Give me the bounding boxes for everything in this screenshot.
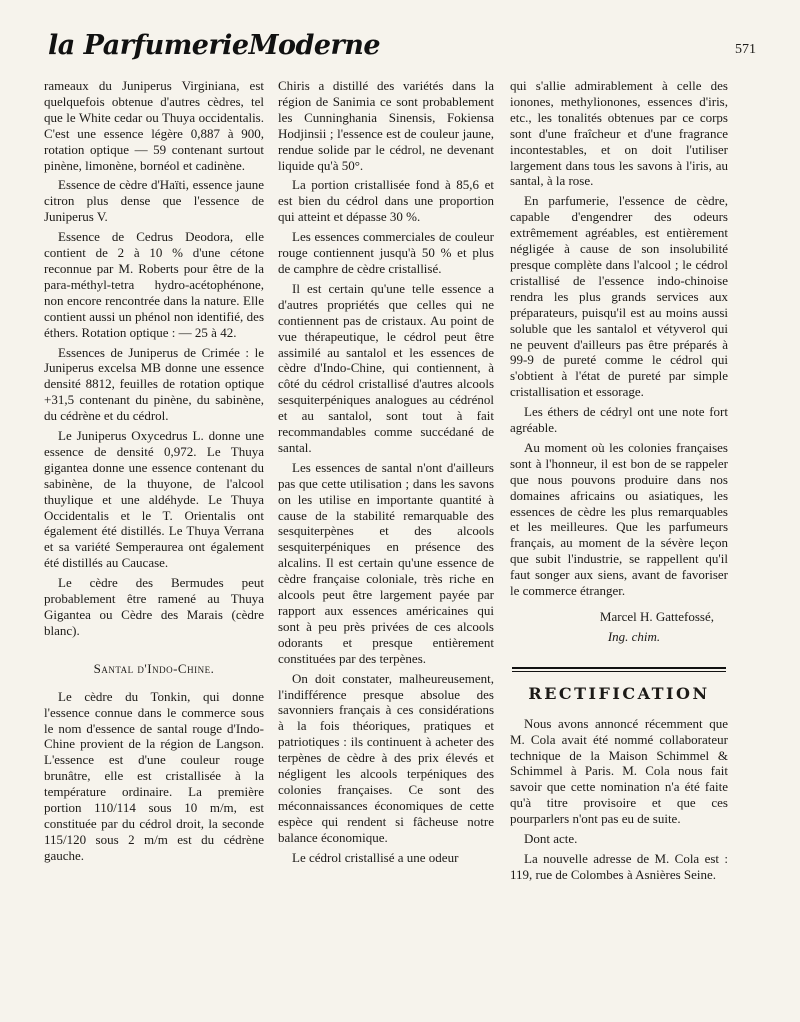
paragraph: Les essences de santal n'ont d'ailleurs pas que cette utilisation ; dans les savons on les utilise en importante quantité à cause de la stabilité remarquable des sesquiterpènes et des alcools sesquiterpéniques en présence des alcalins. Il est certain qu'une essence de cèdre française coloniale, très riche en alcools peut être largement payée par rapport aux essences américaines qui sont à peu près privées de ces alcools odorants et presque entièrement constituées par des terpènes.: [278, 459, 494, 666]
page-header: [44, 26, 756, 76]
paragraph: Le cédrol cristallisé a une odeur: [292, 849, 459, 865]
section-heading: Santal d'Indo-Chine.: [93, 660, 215, 676]
page-number: 571: [735, 42, 756, 57]
paragraph: En parfumerie, l'essence de cèdre, capable d'engendrer des odeurs extrêmement agréables, est entièrement négligée à cause de son insolubilité presque complète dans l'alcool ; le cédrol cristallisé de l'essence indo-chinoise rendra les plus grands services aux préparateurs, puisqu'il est au moins aussi soluble que les santalol et vétyverol qui ne peuvent d'ailleurs pas être préparés à 99-9 de pureté comme le cédrol qui s'obtient à l'état de pureté par simple cristallisation et essorage.: [510, 193, 728, 400]
column-1: [44, 78, 264, 868]
paragraph: Les éthers de cédryl ont une note fort agréable.: [510, 404, 728, 436]
paragraph: Nous avons annoncé récemment que M. Cola avait été nommé collaborateur technique de la Maison Schimmel & Schimmel à Paris. M. Cola nous fait savoir que cette nomination n'a été faite qu'à titre provisoire et que ces pourparlers n'ont pas eu de suite.: [510, 715, 728, 827]
paragraph: Le Juniperus Oxycedrus L. donne une essence de densité 0,972. Le Thuya gigantea donne une essence contenant du sabinène, de la thuyone, de l'alcool thuylique et une aldéhyde. Le Thuya Occidentalis et le T. Orientalis ont également été distillés. Le Thuya Verrana et sa variété Semperaurea ont également été distillés au Caucase.: [44, 428, 264, 571]
paragraph: Le cèdre des Bermudes peut probablement être ramené au Thuya Gigantea ou Cèdre des Marais (cèdre blanc).: [44, 575, 264, 638]
paragraph: qui s'allie admirablement à celle des ionones, methylionones, essences d'iris, etc., les tonalités obtenues par ce corps sont d'une fraîcheur et d'une fragrance incontestables, et on doit l'utiliser largement dans tous les savons à l'iris, au santal, à la rose.: [510, 78, 728, 189]
paragraph: Les essences commerciales de couleur rouge contiennent jusqu'à 50 % et plus de camphre de cèdre cristallisé.: [278, 229, 494, 276]
column-2: [278, 78, 494, 870]
rectification-heading: RECTIFICATION: [528, 683, 710, 703]
paragraph: Essences de Juniperus de Crimée : le Juniperus excelsa MB donne une essence densité 8812, feuilles de rotation optique +31,5 contenant du pinène, du sabinène, du cédrène et du cédrol.: [44, 344, 264, 424]
paragraph: Chiris a distillé des variétés dans la région de Sanimia ce sont probablement les Cunninghania Sinensis, Fokiensa Hodjinsii ; l'essence est de couleur jaune, rendue solide par le cédrol, ne devenant liquide qu'à 50°.: [278, 78, 494, 173]
paragraph: La portion cristallisée fond à 85,6 et est bien du cédrol dans une proportion qui atteint et dépasse 30 %.: [278, 177, 494, 225]
paragraph: rameaux du Juniperus Virginiana, est quelquefois obtenue d'autres cèdres, tel que le White cedar ou Thuya occidentalis. C'est une essence légère 0,887 à 900, rotation optique — 59 contenant surtout pinène, limonène, bornéol et cadinène.: [44, 78, 264, 173]
column-3: [510, 78, 728, 887]
paragraph: On doit constater, malheureusement, l'indifférence presque absolue des savonniers français à ces considérations à la fois théoriques, pratiques et patriotiques : ils continuent à acheter des terpènes de cèdre à des prix élevés et négligent les alcools terpéniques des colonies françaises. Ce sont des méconnaissances économiques de cette espèce qui rendent si fâcheuse notre balance économique.: [278, 670, 494, 845]
paragraph: Essence de cèdre d'Haïti, essence jaune citron plus dense que l'essence de Juniperus V.: [44, 177, 264, 225]
paragraph: Au moment où les colonies françaises sont à l'honneur, il est bon de se rappeler que nous pouvons produire dans nos domaines africains ou asiatiques, les essences de cèdre les plus remarquables et les meilleures. Que les parfumeurs français, au moment de la sévère leçon que subit l'industrie, se rappellent qu'il faut songer aux siens, avant de favoriser le commerce étranger.: [510, 439, 728, 599]
paragraph: Il est certain qu'une telle essence a d'autres propriétés que celles qui ne contiennent pas de cristaux. Au point de vue thérapeutique, le cédrol peut être assimilé au santalol et les essences de cèdre d'Indo-Chine, qui contiennent, à côté du cédrol cristallisé d'autres alcools sesquiterpéniques analogues au cédrénol et au santalol, sont tout à fait recommandables comme succédané de santal.: [278, 280, 494, 455]
paragraph: Dont acte.: [524, 831, 578, 847]
author-title: Ing. chim.: [607, 628, 661, 644]
author-signature: Marcel H. Gattefossé,: [599, 609, 714, 624]
paragraph: Le cèdre du Tonkin, qui donne l'essence connue dans le commerce sous le nom d'essence de santal rouge d'Indo-Chine provient de la région de Langson. L'essence est d'une couleur rouge brunâtre, elle est cristallisée à la température ordinaire. La première portion 110/114 sous 10 m/m, est constituée par du cédrol droit, la seconde 115/120 sous 2 m/m est du cédrène gauche.: [44, 688, 264, 863]
magazine-logo: la ParfumerieModerne: [48, 30, 381, 61]
paragraph: Essence de Cedrus Deodora, elle contient de 2 à 10 % d'une cétone reconnue par M. Roberts pour être de la para-méthyl-tetra hydro-acétophénone, non encore rencontrée dans la nature. Elle contient aussi un phénol non identifié, des éthers. Rotation optique : — 25 à 42.: [44, 229, 264, 340]
divider: [512, 667, 726, 672]
paragraph: La nouvelle adresse de M. Cola est : 119, rue de Colombes à Asnières Seine.: [510, 850, 728, 882]
